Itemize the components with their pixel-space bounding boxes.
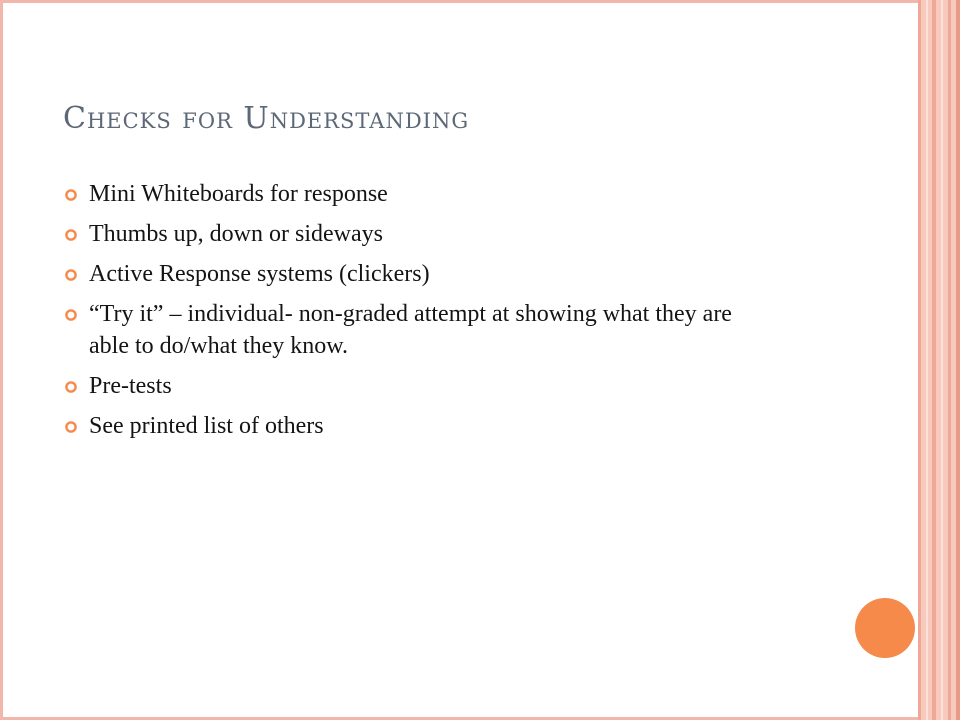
slide-border-top <box>0 0 920 3</box>
hollow-circle-bullet-icon <box>64 420 78 434</box>
bullet-item <box>64 218 764 250</box>
decorative-stripe <box>932 0 936 720</box>
bullet-text: “Try it” – individual- non-graded attempt at showing what they are able to do/what they know. <box>89 301 732 359</box>
bullet-item <box>64 410 764 442</box>
bullet-list <box>64 178 764 450</box>
decorative-stripe <box>918 0 921 720</box>
bullet-text: See printed list of others <box>89 413 324 439</box>
decorative-stripe <box>948 0 951 720</box>
decorative-stripe-band <box>918 0 960 720</box>
bullet-text: Active Response systems (clickers) <box>89 261 430 287</box>
bullet-text: Pre-tests <box>89 373 172 399</box>
decorative-stripe <box>941 0 943 720</box>
decorative-stripe <box>956 0 960 720</box>
decorative-stripe <box>926 0 928 720</box>
bullet-item <box>64 370 764 402</box>
bullet-text: Mini Whiteboards for response <box>89 181 388 207</box>
slide-title: Checks for Understanding <box>63 101 470 136</box>
hollow-circle-bullet-icon <box>64 380 78 394</box>
hollow-circle-bullet-icon <box>64 228 78 242</box>
bullet-item <box>64 258 764 290</box>
hollow-circle-bullet-icon <box>64 308 78 322</box>
bullet-item <box>64 178 764 210</box>
bullet-item <box>64 298 764 362</box>
slide-border-left <box>0 0 3 720</box>
hollow-circle-bullet-icon <box>64 188 78 202</box>
bullet-text: Thumbs up, down or sideways <box>89 221 383 247</box>
orange-circle-accent <box>855 598 915 658</box>
hollow-circle-bullet-icon <box>64 268 78 282</box>
